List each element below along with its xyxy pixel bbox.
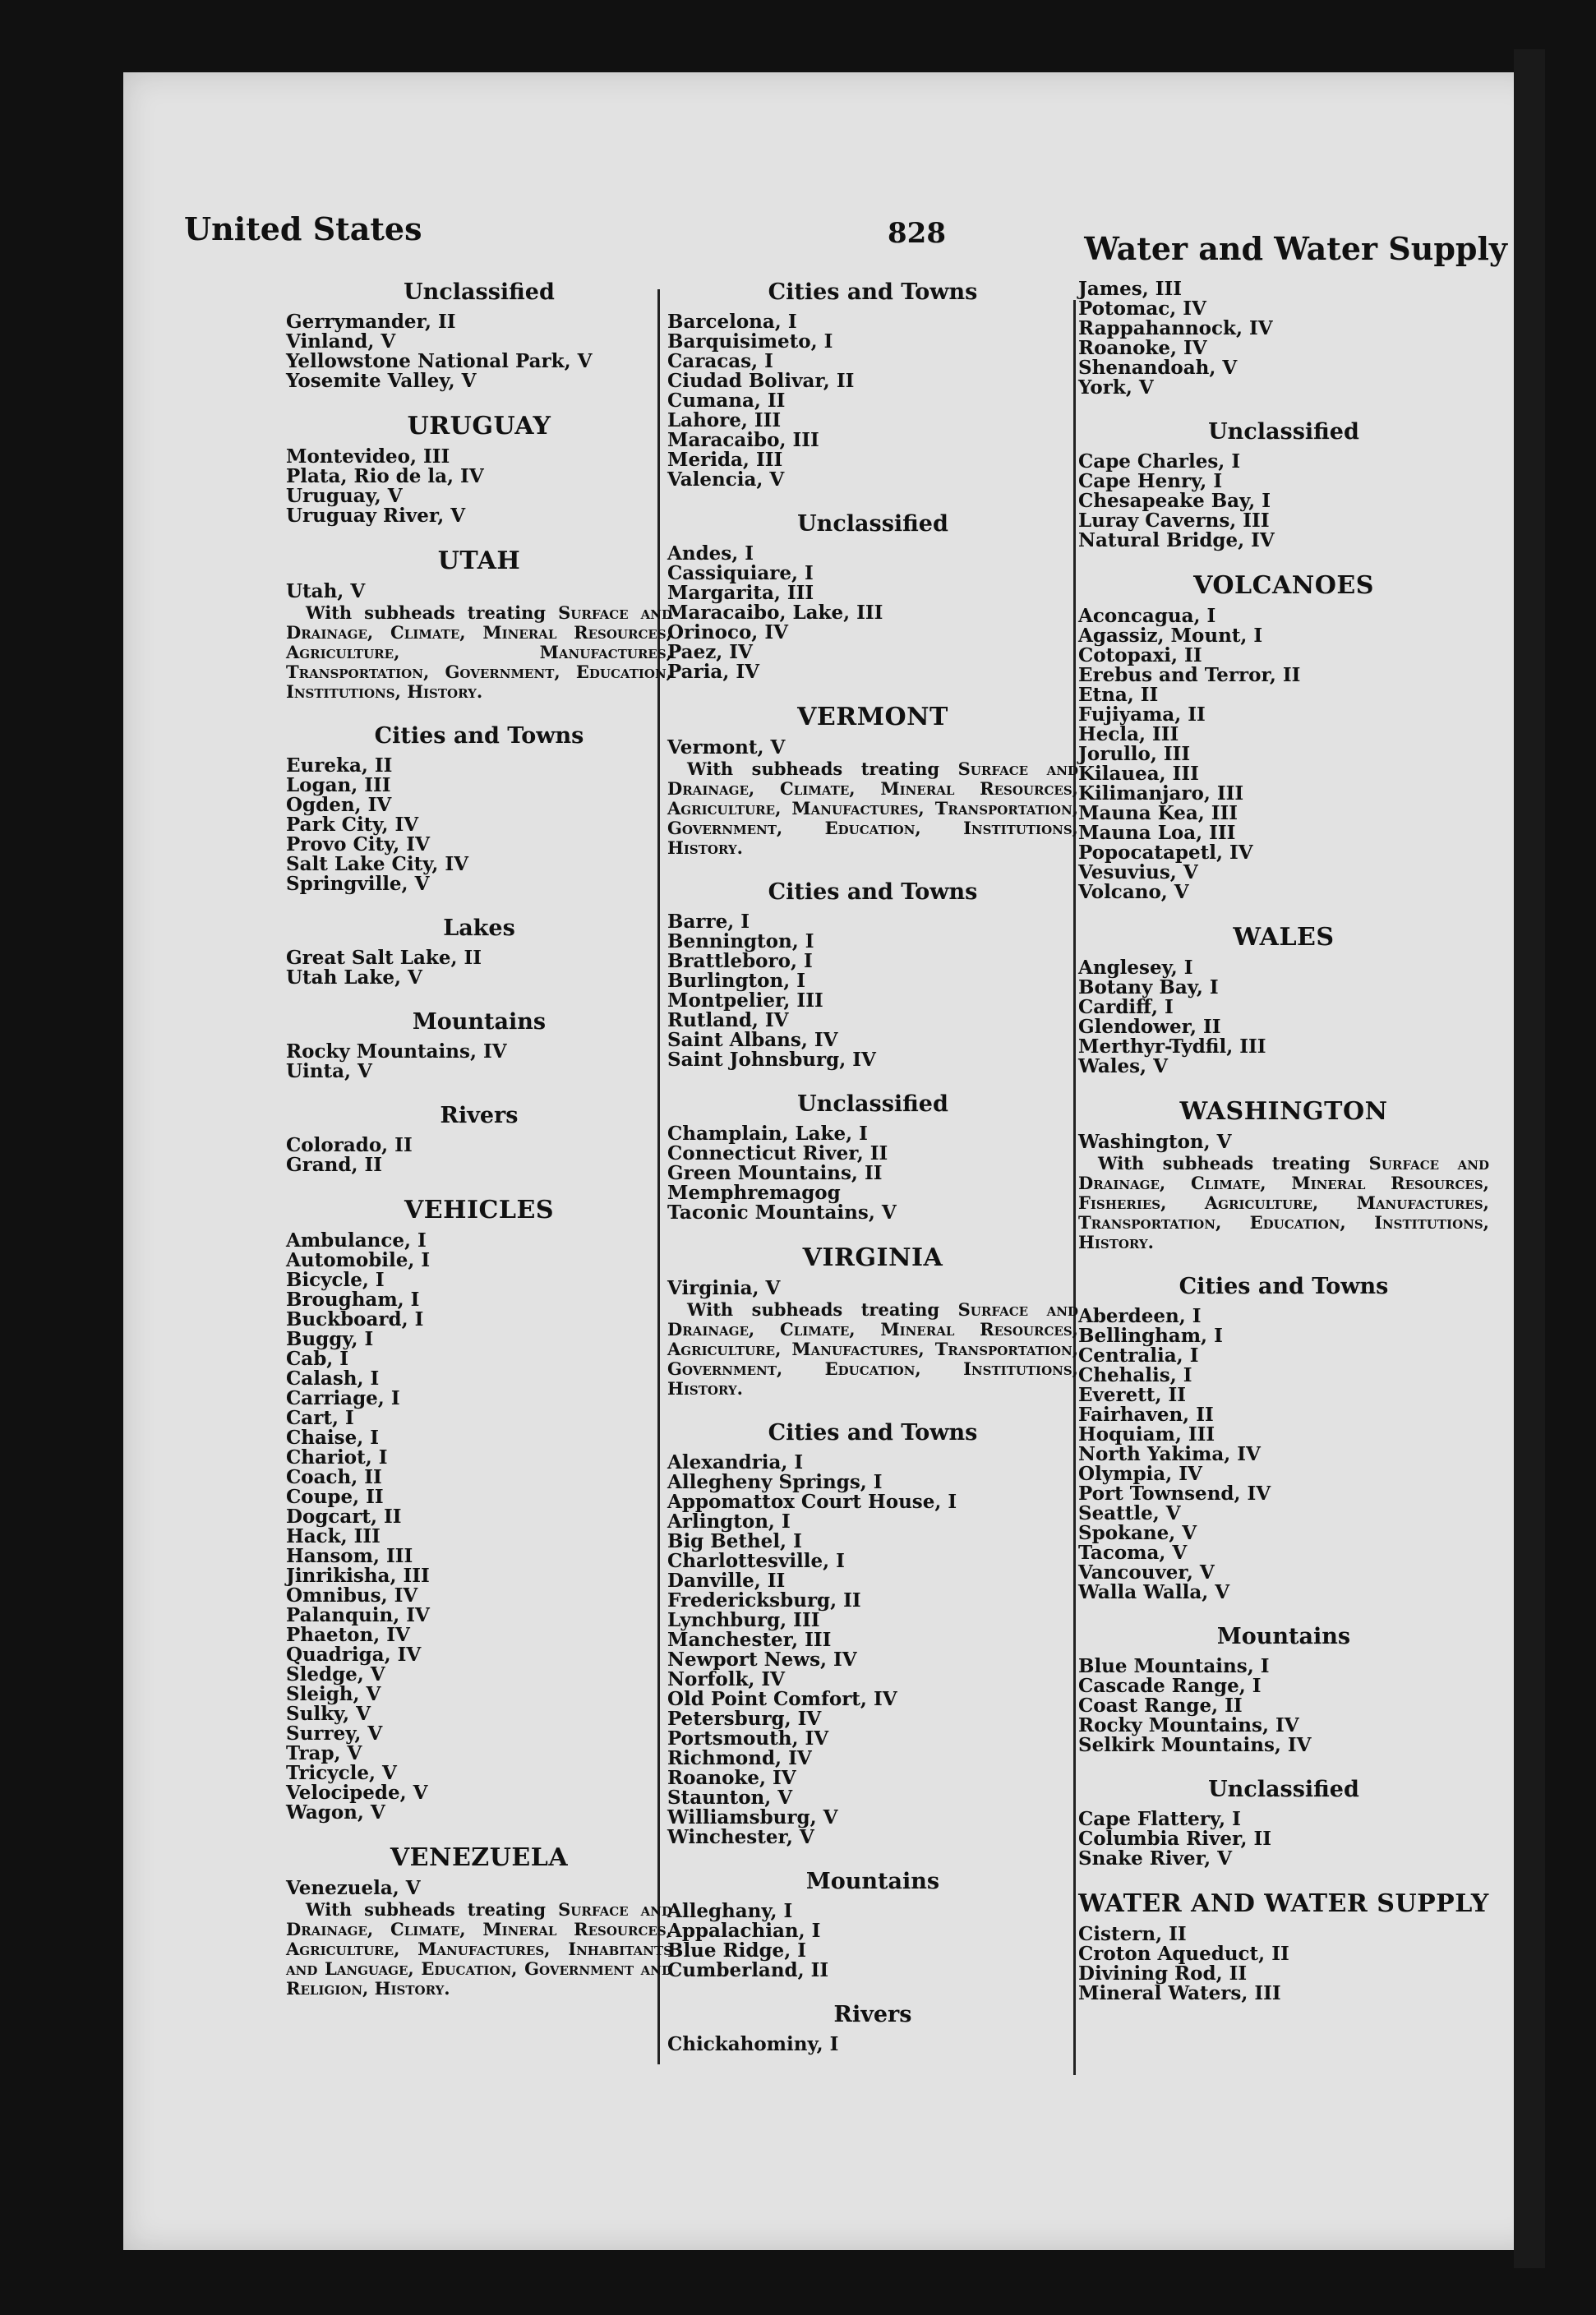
subheads-note bbox=[1078, 1154, 1489, 1252]
subheading: Cities and Towns bbox=[1179, 1274, 1389, 1299]
index-section bbox=[286, 1009, 672, 1081]
index-entry: Grand, II bbox=[286, 1154, 382, 1176]
index-entry: Velocipede, V bbox=[286, 1782, 428, 1804]
column-3 bbox=[1078, 279, 1489, 2025]
index-entry: Chaise, I bbox=[286, 1427, 380, 1449]
subheads-note-text: Surface and Drainage, Climate, Mineral Resources, Agriculture, Manufactures, Transportation, Government, Education, Institutions, History. bbox=[667, 759, 1078, 858]
index-section bbox=[1078, 419, 1489, 551]
subheading: Unclassified bbox=[797, 1091, 948, 1117]
index-entry: Cumana, II bbox=[667, 390, 786, 412]
index-entry: Richmond, IV bbox=[667, 1747, 812, 1769]
index-entry: Blue Ridge, I bbox=[667, 1939, 806, 1962]
index-entry: Vermont, V bbox=[667, 736, 786, 759]
index-section bbox=[286, 547, 672, 702]
index-entry: Utah Lake, V bbox=[286, 966, 422, 989]
index-entry: Luray Caverns, III bbox=[1078, 510, 1270, 532]
index-entry: Calash, I bbox=[286, 1367, 380, 1390]
topic-heading: UTAH bbox=[437, 546, 521, 575]
index-entry: Uruguay River, V bbox=[286, 505, 466, 527]
page-number: 828 bbox=[888, 217, 946, 250]
index-entry: Automobile, I bbox=[286, 1249, 431, 1271]
topic-heading: VOLCANOES bbox=[1193, 571, 1374, 600]
index-section bbox=[1078, 1777, 1489, 1869]
index-entry: Merida, III bbox=[667, 449, 783, 471]
index-entry: Lahore, III bbox=[667, 409, 782, 431]
index-entry: Merthyr-Tydfil, III bbox=[1078, 1035, 1266, 1058]
index-entry: Aberdeen, I bbox=[1078, 1305, 1202, 1327]
index-entry: Dogcart, II bbox=[286, 1506, 402, 1528]
index-entry: Colorado, II bbox=[286, 1134, 413, 1156]
index-entry: Brattleboro, I bbox=[667, 950, 813, 972]
index-entry: Cardiff, I bbox=[1078, 996, 1174, 1018]
index-entry: Aconcagua, I bbox=[1078, 605, 1216, 627]
index-entry: Quadriga, IV bbox=[286, 1644, 422, 1666]
index-entry: Glendower, II bbox=[1078, 1016, 1221, 1038]
index-entry: Williamsburg, V bbox=[667, 1806, 838, 1828]
topic-heading: VENEZUELA bbox=[390, 1843, 569, 1872]
index-entry: North Yakima, IV bbox=[1078, 1443, 1261, 1465]
index-entry: Saint Johnsburg, IV bbox=[667, 1049, 876, 1071]
index-entry: Saint Albans, IV bbox=[667, 1029, 838, 1051]
topic-heading: URUGUAY bbox=[407, 412, 551, 440]
running-header bbox=[184, 210, 1507, 268]
index-entry: Vancouver, V bbox=[1078, 1561, 1215, 1584]
index-entry: Yellowstone National Park, V bbox=[286, 350, 593, 372]
index-section bbox=[1078, 1890, 1489, 2004]
index-section bbox=[667, 1244, 1078, 1399]
index-entry: Natural Bridge, IV bbox=[1078, 529, 1275, 551]
column-1 bbox=[286, 279, 672, 2020]
index-section bbox=[667, 2002, 1078, 2054]
index-entry: Ciudad Bolivar, II bbox=[667, 370, 855, 392]
index-entry: Jinrikisha, III bbox=[286, 1565, 430, 1587]
index-entry: Palanquin, IV bbox=[286, 1604, 430, 1626]
index-entry: Cart, I bbox=[286, 1407, 354, 1429]
index-entry: Uruguay, V bbox=[286, 485, 403, 507]
subheading: Unclassified bbox=[1208, 1777, 1359, 1802]
index-entry: Winchester, V bbox=[667, 1826, 814, 1848]
index-entry: York, V bbox=[1078, 376, 1154, 399]
index-entry: Trap, V bbox=[286, 1742, 362, 1764]
index-entry: Allegheny Springs, I bbox=[667, 1471, 883, 1493]
index-entry: Buckboard, I bbox=[286, 1308, 424, 1330]
index-entry: Selkirk Mountains, IV bbox=[1078, 1734, 1312, 1756]
index-entry: Vinland, V bbox=[286, 330, 396, 353]
index-section bbox=[667, 703, 1078, 858]
index-entry: Walla Walla, V bbox=[1078, 1581, 1230, 1603]
index-entry: Divining Rod, II bbox=[1078, 1962, 1248, 1985]
index-entry: Margarita, III bbox=[667, 582, 814, 604]
index-entry: Erebus and Terror, II bbox=[1078, 664, 1301, 686]
index-entry: Spokane, V bbox=[1078, 1522, 1197, 1544]
subheading: Unclassified bbox=[404, 279, 555, 305]
index-section bbox=[667, 1869, 1078, 1981]
index-entry: Anglesey, I bbox=[1078, 957, 1193, 979]
index-entry: Arlington, I bbox=[667, 1510, 791, 1533]
index-entry: Brougham, I bbox=[286, 1289, 420, 1311]
index-entry: Blue Mountains, I bbox=[1078, 1655, 1270, 1677]
subheads-note-text: Surface and Drainage, Climate, Mineral Resources, Agriculture, Manufactures, Inhabitants and Language, Education, Government and Religion, History. bbox=[286, 1899, 672, 1999]
index-entry: Sulky, V bbox=[286, 1703, 371, 1725]
index-entry: Snake River, V bbox=[1078, 1847, 1232, 1870]
subheading: Mountains bbox=[805, 1869, 940, 1894]
index-section bbox=[286, 915, 672, 988]
subheads-note-lead: With subheads treating bbox=[1098, 1153, 1351, 1174]
index-entry: Mauna Kea, III bbox=[1078, 802, 1239, 824]
index-entry: Mauna Loa, III bbox=[1078, 822, 1236, 844]
index-entry: Springville, V bbox=[286, 873, 430, 895]
index-entry: Eureka, II bbox=[286, 754, 393, 777]
index-entry: Taconic Mountains, V bbox=[667, 1201, 897, 1224]
index-entry: Fredericksburg, II bbox=[667, 1589, 861, 1612]
index-entry: Surrey, V bbox=[286, 1722, 383, 1745]
index-entry: Alexandria, I bbox=[667, 1451, 804, 1473]
index-section bbox=[286, 279, 672, 391]
index-entry: Chehalis, I bbox=[1078, 1364, 1192, 1386]
topic-heading: VIRGINIA bbox=[802, 1243, 943, 1272]
index-entry: Cistern, II bbox=[1078, 1923, 1187, 1945]
index-entry: Virginia, V bbox=[667, 1277, 781, 1299]
index-entry: Cumberland, II bbox=[667, 1959, 829, 1981]
subheading: Cities and Towns bbox=[768, 879, 978, 905]
index-entry: Coach, II bbox=[286, 1466, 382, 1488]
index-entry: Rocky Mountains, IV bbox=[1078, 1714, 1299, 1736]
index-entry: Champlain, Lake, I bbox=[667, 1123, 868, 1145]
subheading: Unclassified bbox=[1208, 419, 1359, 445]
subheading: Cities and Towns bbox=[374, 723, 584, 749]
index-entry: Coupe, II bbox=[286, 1486, 384, 1508]
index-entry: Old Point Comfort, IV bbox=[667, 1688, 897, 1710]
index-section bbox=[1078, 924, 1489, 1077]
index-entry: Hoquiam, III bbox=[1078, 1423, 1215, 1446]
header-left: United States bbox=[184, 210, 422, 247]
index-section bbox=[1078, 572, 1489, 902]
subheads-note-text: Surface and Drainage, Climate, Mineral Resources, Fisheries, Agriculture, Manufactures, Transportation, Education, Institutions, History. bbox=[1078, 1153, 1489, 1252]
index-entry: Connecticut River, II bbox=[667, 1142, 888, 1164]
subheads-note-text: Surface and Drainage, Climate, Mineral Resources, Agriculture, Manufactures, Transportation, Government, Education, Institutions, History. bbox=[286, 602, 672, 702]
subheading: Unclassified bbox=[797, 511, 948, 537]
topic-heading: WATER AND WATER SUPPLY bbox=[1078, 1889, 1489, 1918]
index-entry: Chickahominy, I bbox=[667, 2033, 839, 2055]
index-entry: Provo City, IV bbox=[286, 833, 430, 855]
index-section bbox=[286, 413, 672, 526]
index-entry: Gerrymander, II bbox=[286, 311, 456, 333]
index-entry: Cape Charles, I bbox=[1078, 450, 1241, 473]
index-entry: Botany Bay, I bbox=[1078, 976, 1219, 998]
index-entry: Venezuela, V bbox=[286, 1877, 421, 1899]
index-entry: Tricycle, V bbox=[286, 1762, 397, 1784]
index-entry: Roanoke, IV bbox=[667, 1767, 796, 1789]
index-entry: Tacoma, V bbox=[1078, 1542, 1188, 1564]
index-entry: Paria, IV bbox=[667, 661, 759, 683]
subheading: Cities and Towns bbox=[768, 279, 978, 305]
index-entry: Coast Range, II bbox=[1078, 1695, 1243, 1717]
index-entry: Great Salt Lake, II bbox=[286, 947, 482, 969]
index-entry: Caracas, I bbox=[667, 350, 773, 372]
index-entry: Maracaibo, III bbox=[667, 429, 819, 451]
index-entry: Olympia, IV bbox=[1078, 1463, 1202, 1485]
index-entry: Yosemite Valley, V bbox=[286, 370, 477, 392]
index-section bbox=[1078, 279, 1489, 398]
index-entry: Seattle, V bbox=[1078, 1502, 1181, 1524]
subheads-note bbox=[667, 759, 1078, 858]
index-entry: Bennington, I bbox=[667, 930, 814, 952]
subheads-note bbox=[667, 1300, 1078, 1399]
index-entry: Cab, I bbox=[286, 1348, 349, 1370]
index-section bbox=[286, 723, 672, 894]
index-entry: Vesuvius, V bbox=[1078, 861, 1198, 883]
index-entry: Bellingham, I bbox=[1078, 1325, 1223, 1347]
subheads-note-lead: With subheads treating bbox=[306, 602, 547, 623]
subheading: Mountains bbox=[412, 1009, 547, 1035]
index-entry: Chesapeake Bay, I bbox=[1078, 490, 1271, 512]
index-entry: Danville, II bbox=[667, 1570, 786, 1592]
index-entry: Big Bethel, I bbox=[667, 1530, 802, 1552]
index-entry: Cascade Range, I bbox=[1078, 1675, 1262, 1697]
index-entry: Appalachian, I bbox=[667, 1920, 821, 1942]
index-section bbox=[1078, 1274, 1489, 1603]
index-entry: Orinoco, IV bbox=[667, 621, 788, 643]
subheading: Lakes bbox=[443, 915, 515, 941]
subheading: Cities and Towns bbox=[768, 1420, 978, 1446]
index-section bbox=[1078, 1624, 1489, 1755]
subheads-note-lead: With subheads treating bbox=[306, 1899, 547, 1920]
index-entry: Barquisimeto, I bbox=[667, 330, 833, 353]
index-entry: Potomac, IV bbox=[1078, 297, 1206, 320]
index-entry: Mineral Waters, III bbox=[1078, 1982, 1281, 2004]
index-entry: Maracaibo, Lake, III bbox=[667, 602, 883, 624]
index-entry: Chariot, I bbox=[286, 1446, 388, 1469]
index-entry: Fujiyama, II bbox=[1078, 703, 1206, 726]
topic-heading: VERMONT bbox=[797, 703, 948, 731]
index-entry: Ogden, IV bbox=[286, 794, 392, 816]
index-entry: Valencia, V bbox=[667, 468, 785, 491]
index-entry: Charlottesville, I bbox=[667, 1550, 845, 1572]
index-entry: Cassiquiare, I bbox=[667, 562, 814, 584]
index-entry: Rutland, IV bbox=[667, 1009, 789, 1031]
index-entry: Carriage, I bbox=[286, 1387, 400, 1409]
topic-heading: VEHICLES bbox=[404, 1196, 555, 1224]
index-entry: Washington, V bbox=[1078, 1131, 1232, 1153]
topic-heading: WALES bbox=[1233, 923, 1335, 952]
index-entry: Green Mountains, II bbox=[667, 1162, 883, 1184]
index-entry: Kilauea, III bbox=[1078, 763, 1199, 785]
index-entry: Staunton, V bbox=[667, 1787, 793, 1809]
subheads-note-lead: With subheads treating bbox=[687, 1299, 940, 1320]
index-entry: Paez, IV bbox=[667, 641, 753, 663]
index-section bbox=[286, 1844, 672, 1999]
index-entry: Buggy, I bbox=[286, 1328, 374, 1350]
index-section bbox=[667, 511, 1078, 682]
subheading: Rivers bbox=[833, 2002, 912, 2027]
index-entry: Ambulance, I bbox=[286, 1229, 427, 1252]
subheading: Rivers bbox=[440, 1103, 519, 1128]
index-entry: Bicycle, I bbox=[286, 1269, 385, 1291]
index-entry: Shenandoah, V bbox=[1078, 357, 1238, 379]
index-entry: Newport News, IV bbox=[667, 1649, 857, 1671]
index-entry: Burlington, I bbox=[667, 970, 806, 992]
subheads-note-lead: With subheads treating bbox=[687, 759, 940, 779]
index-section bbox=[667, 1091, 1078, 1223]
index-entry: Salt Lake City, IV bbox=[286, 853, 468, 875]
index-entry: Jorullo, III bbox=[1078, 743, 1191, 765]
index-entry: Portsmouth, IV bbox=[667, 1727, 829, 1750]
column-2 bbox=[667, 279, 1078, 2076]
index-entry: Hansom, III bbox=[286, 1545, 413, 1567]
index-section bbox=[1078, 1098, 1489, 1252]
index-entry: Manchester, III bbox=[667, 1629, 832, 1651]
index-entry: Roanoke, IV bbox=[1078, 337, 1207, 359]
index-entry: James, III bbox=[1078, 278, 1182, 300]
index-entry: Montevideo, III bbox=[286, 445, 450, 468]
subheads-note bbox=[286, 603, 672, 702]
index-entry: Utah, V bbox=[286, 580, 366, 602]
index-entry: Cape Flattery, I bbox=[1078, 1808, 1241, 1830]
index-entry: Sleigh, V bbox=[286, 1683, 381, 1705]
index-entry: Norfolk, IV bbox=[667, 1668, 786, 1690]
index-entry: Wales, V bbox=[1078, 1055, 1168, 1077]
index-entry: Park City, IV bbox=[286, 814, 419, 836]
index-entry: Alleghany, I bbox=[667, 1900, 793, 1922]
topic-heading: WASHINGTON bbox=[1179, 1097, 1388, 1126]
index-entry: Everett, II bbox=[1078, 1384, 1187, 1406]
index-entry: Cape Henry, I bbox=[1078, 470, 1223, 492]
index-section bbox=[667, 879, 1078, 1070]
index-entry: Lynchburg, III bbox=[667, 1609, 820, 1631]
index-entry: Cotopaxi, II bbox=[1078, 644, 1202, 666]
index-entry: Port Townsend, IV bbox=[1078, 1483, 1271, 1505]
index-entry: Wagon, V bbox=[286, 1801, 385, 1824]
subheads-note-text: Surface and Drainage, Climate, Mineral Resources, Agriculture, Manufactures, Transportation, Government, Education, Institutions, History. bbox=[667, 1299, 1078, 1399]
index-entry: Etna, II bbox=[1078, 684, 1159, 706]
index-entry: Appomattox Court House, I bbox=[667, 1491, 957, 1513]
index-entry: Phaeton, IV bbox=[286, 1624, 410, 1646]
index-section bbox=[286, 1103, 672, 1175]
index-entry: Croton Aqueduct, II bbox=[1078, 1943, 1289, 1965]
subheads-note bbox=[286, 1900, 672, 1999]
index-entry: Popocatapetl, IV bbox=[1078, 842, 1253, 864]
index-entry: Logan, III bbox=[286, 774, 391, 796]
index-entry: Uinta, V bbox=[286, 1060, 372, 1082]
index-entry: Rocky Mountains, IV bbox=[286, 1040, 507, 1063]
index-entry: Memphremagog bbox=[667, 1182, 841, 1204]
subheading: Mountains bbox=[1216, 1624, 1351, 1649]
page-edge-shadow bbox=[1514, 49, 1545, 2268]
index-section bbox=[667, 279, 1078, 490]
index-entry: Hecla, III bbox=[1078, 723, 1179, 745]
index-entry: Barre, I bbox=[667, 911, 750, 933]
index-entry: Volcano, V bbox=[1078, 881, 1189, 903]
index-entry: Barcelona, I bbox=[667, 311, 797, 333]
index-entry: Kilimanjaro, III bbox=[1078, 782, 1244, 805]
index-entry: Omnibus, IV bbox=[286, 1584, 418, 1607]
index-entry: Fairhaven, II bbox=[1078, 1404, 1214, 1426]
index-entry: Hack, III bbox=[286, 1525, 381, 1547]
index-entry: Rappahannock, IV bbox=[1078, 317, 1273, 339]
index-entry: Agassiz, Mount, I bbox=[1078, 625, 1263, 647]
index-entry: Petersburg, IV bbox=[667, 1708, 822, 1730]
index-entry: Plata, Rio de la, IV bbox=[286, 465, 484, 487]
header-right: Water and Water Supply bbox=[1084, 230, 1507, 267]
index-entry: Columbia River, II bbox=[1078, 1828, 1271, 1850]
index-section bbox=[667, 1420, 1078, 1847]
index-section bbox=[286, 1197, 672, 1823]
index-entry: Montpelier, III bbox=[667, 989, 823, 1012]
index-entry: Andes, I bbox=[667, 542, 754, 565]
index-entry: Centralia, I bbox=[1078, 1344, 1199, 1367]
index-entry: Sledge, V bbox=[286, 1663, 385, 1686]
